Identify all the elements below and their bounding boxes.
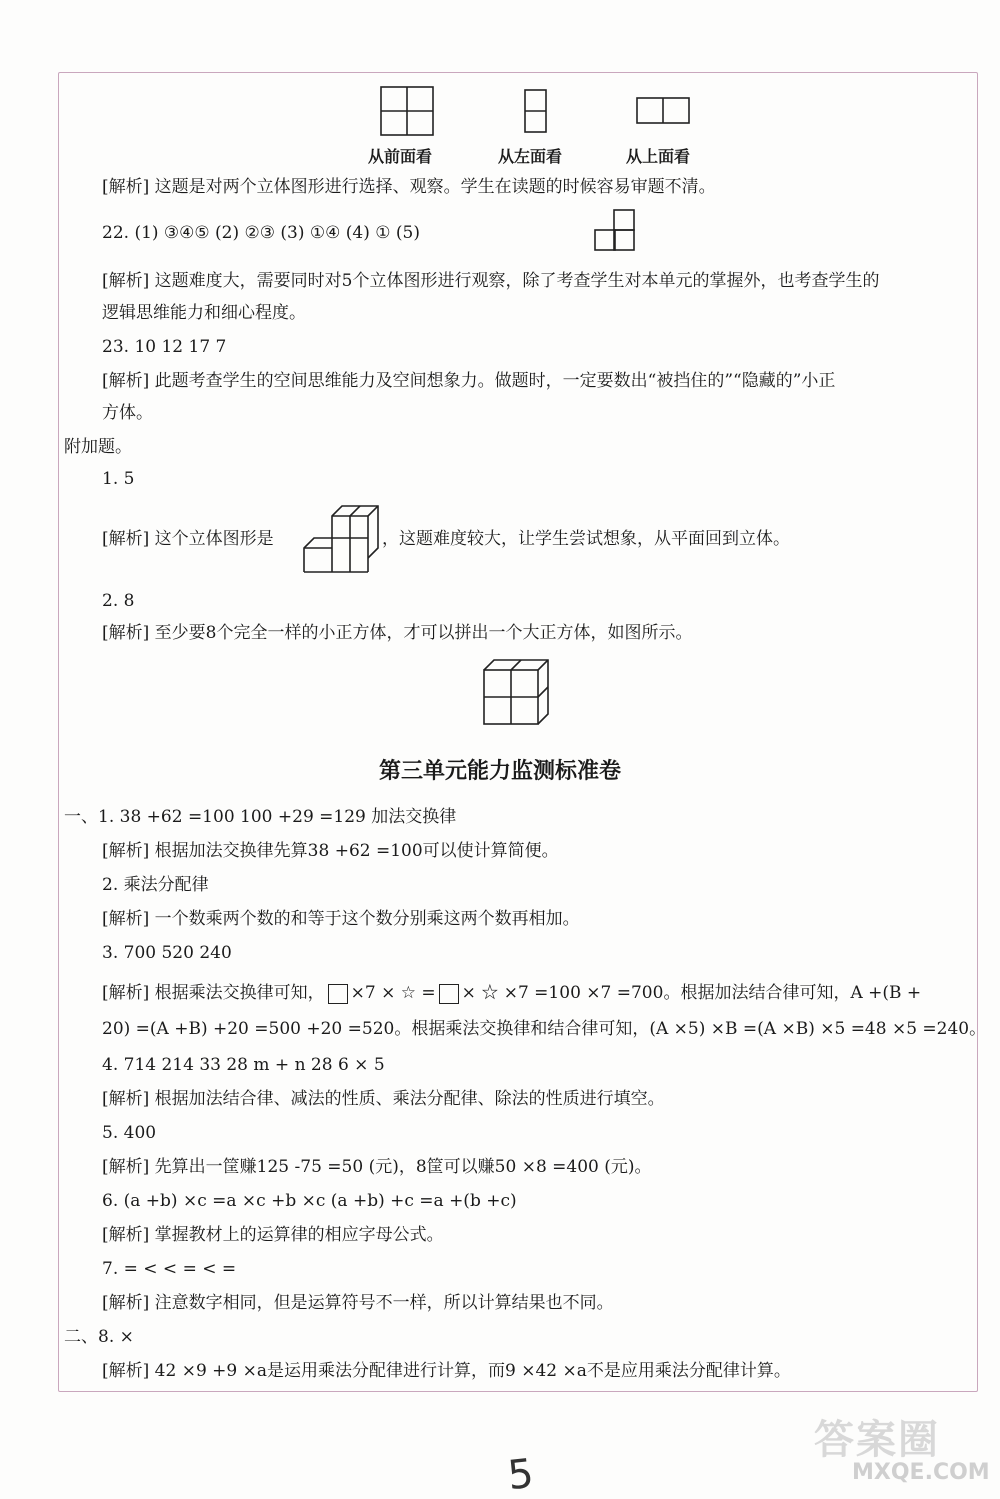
analysis-23-line1: [解析] 此题考查学生的空间思维能力及空间想象力。做题时，一定要数出“被挡住的”“隐藏的”小正 — [102, 371, 836, 391]
analysis-21: [解析] 这题是对两个立体图形进行选择、观察。学生在读题的时候容易审题不清。 — [102, 177, 716, 197]
left-view-figure — [524, 89, 548, 135]
bonus-answer-2: 2. 8 — [102, 591, 135, 611]
handwritten-page-number: 5 — [505, 1450, 536, 1499]
top-view-figure — [636, 97, 692, 125]
q1-answer: 一、1. 38 +62 =100 100 +29 =129 加法交换律 — [64, 807, 457, 827]
watermark-logo: 答案圈 — [814, 1417, 940, 1463]
bonus-analysis-1a: [解析] 这个立体图形是 — [102, 529, 274, 549]
answer-22: 22. (1) ③④⑤ (2) ②③ (3) ①④ (4) ① (5) — [102, 223, 420, 243]
bonus-analysis-2: [解析] 至少要8个完全一样的小正方体，才可以拼出一个大正方体，如图所示。 — [102, 623, 693, 643]
front-view-figure — [380, 86, 436, 138]
analysis-22-line2: 逻辑思维能力和细心程度。 — [102, 303, 306, 323]
analysis-23-line2: 方体。 — [102, 403, 153, 423]
q7-answer: 7. = < < = < = — [102, 1259, 237, 1279]
bonus-heading: 附加题。 — [64, 437, 132, 457]
q3-analysis-line1 — [102, 982, 921, 1004]
section-title: 第三单元能力监测标准卷 — [378, 758, 621, 784]
q3-analysis-line2: 20) =(A +B) +20 =500 +20 =520。根据乘法交换律和结合律可知，(A ×5) ×B =(A ×B) ×5 =48 ×5 =240。 — [102, 1019, 987, 1039]
q4-analysis: [解析] 根据加法结合律、减法的性质、乘法分配律、除法的性质进行填空。 — [102, 1089, 665, 1109]
q2-analysis: [解析] 一个数乘两个数的和等于这个数分别乘这两个数再相加。 — [102, 909, 580, 929]
answer-22-5-figure — [594, 209, 640, 253]
bonus-answer-1: 1. 5 — [102, 469, 135, 489]
big-cube-figure — [482, 658, 552, 726]
q3-analysis-part1: [解析] 根据乘法交换律可知， — [102, 983, 325, 1003]
q5-analysis: [解析] 先算出一筐赚125 -75 =50 (元)，8筐可以赚50 ×8 =400 (元)。 — [102, 1157, 652, 1177]
q8-analysis: [解析] 42 ×9 +9 ×a是运用乘法分配律进行计算，而9 ×42 ×a不是应用乘法分配律计算。 — [102, 1361, 791, 1381]
q6-analysis: [解析] 掌握教材上的运算律的相应字母公式。 — [102, 1225, 444, 1245]
top-view-label: 从上面看 — [626, 147, 691, 166]
q3-analysis-part2: ×7 × ☆ = — [350, 983, 436, 1003]
q3-answer: 3. 700 520 240 — [102, 943, 232, 963]
q4-answer: 4. 714 214 33 28 m + n 28 6 × 5 — [102, 1055, 385, 1075]
answer-23: 23. 10 12 17 7 — [102, 337, 227, 357]
q2-answer: 2. 乘法分配律 — [102, 875, 209, 895]
watermark-url: MXQE.COM — [852, 1460, 990, 1485]
blank-box — [328, 984, 348, 1004]
stacked-cubes-figure — [302, 504, 380, 574]
q7-analysis: [解析] 注意数字相同，但是运算符号不一样，所以计算结果也不同。 — [102, 1293, 614, 1313]
q5-answer: 5. 400 — [102, 1123, 157, 1143]
front-view-label: 从前面看 — [368, 147, 433, 166]
left-view-label: 从左面看 — [498, 147, 563, 166]
bonus-analysis-1b: ，这题难度较大，让学生尝试想象，从平面回到立体。 — [382, 529, 790, 549]
blank-box — [439, 984, 459, 1004]
q6-answer: 6. (a +b) ×c =a ×c +b ×c (a +b) +c =a +(b +c) — [102, 1191, 517, 1211]
analysis-22-line1: [解析] 这题难度大，需要同时对5个立体图形进行观察，除了考查学生对本单元的掌握外，也考查学生的 — [102, 271, 880, 291]
q3-analysis-part3: × ☆ ×7 =100 ×7 =700。根据加法结合律可知，A +(B + — [461, 983, 922, 1003]
q1-analysis: [解析] 根据加法交换律先算38 +62 =100可以使计算简便。 — [102, 841, 559, 861]
q8-answer: 二、8. × — [64, 1327, 134, 1347]
